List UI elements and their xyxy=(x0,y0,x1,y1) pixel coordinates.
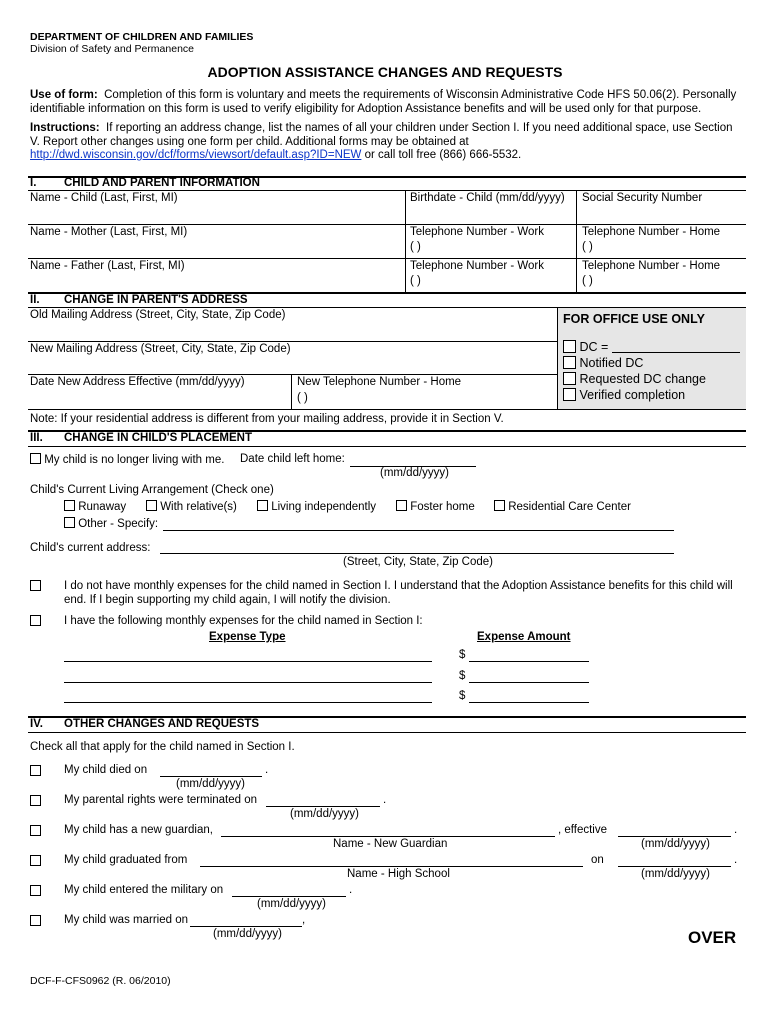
dc-input-line[interactable] xyxy=(612,352,740,353)
married-date-hint: (mm/dd/yyyy) xyxy=(213,928,282,940)
section-1-title: CHILD AND PARENT INFORMATION xyxy=(64,177,260,189)
father-work-phone-paren: ( ) xyxy=(410,275,421,287)
mother-home-phone-paren: ( ) xyxy=(582,241,593,253)
rights-terminated-checkbox[interactable] xyxy=(30,795,41,806)
new-guardian-checkbox[interactable] xyxy=(30,825,41,836)
notified-dc-label: Notified DC xyxy=(579,356,644,370)
runaway-label: Runaway xyxy=(78,501,127,513)
period: . xyxy=(349,884,353,896)
terminated-checkbox-wrap xyxy=(30,795,41,808)
foster-home-checkbox[interactable] xyxy=(396,500,407,511)
no-expenses-checkbox[interactable] xyxy=(30,580,41,591)
new-telephone-paren: ( ) xyxy=(297,392,308,404)
current-address-label: Child's current address: xyxy=(30,542,151,554)
form-title: ADOPTION ASSISTANCE CHANGES AND REQUESTS xyxy=(207,64,563,80)
graduation-date-line[interactable] xyxy=(618,866,731,867)
office-verified-row xyxy=(563,388,685,402)
field-divider xyxy=(405,190,406,224)
instructions-label: Instructions: xyxy=(30,122,100,134)
notified-dc-checkbox[interactable] xyxy=(563,356,576,369)
residential-care-label: Residential Care Center xyxy=(508,501,631,513)
date-left-hint: (mm/dd/yyyy) xyxy=(380,467,449,479)
address-effective-date-field[interactable]: Date New Address Effective (mm/dd/yyyy) xyxy=(30,376,245,388)
expense-amount-line-3[interactable] xyxy=(469,702,589,703)
section-divider xyxy=(28,446,746,447)
over-label: OVER xyxy=(688,928,737,947)
current-address-hint: (Street, City, State, Zip Code) xyxy=(343,556,493,568)
dc-checkbox[interactable] xyxy=(563,340,576,353)
relatives-option xyxy=(146,500,237,513)
no-longer-living-label: My child is no longer living with me. xyxy=(44,454,225,466)
current-address-input-line[interactable] xyxy=(160,553,674,554)
residential-care-checkbox[interactable] xyxy=(494,500,505,511)
no-longer-living-checkbox[interactable] xyxy=(30,453,41,464)
row-divider xyxy=(28,258,746,259)
terminated-date-line[interactable] xyxy=(266,806,380,807)
married-checkbox-wrap xyxy=(30,915,41,928)
section-3-title: CHANGE IN CHILD'S PLACEMENT xyxy=(64,432,253,444)
runaway-option xyxy=(64,500,126,513)
period: . xyxy=(265,764,269,776)
instructions-paragraph xyxy=(30,122,742,163)
married-date-line[interactable] xyxy=(190,926,302,927)
office-requested-row xyxy=(563,372,706,386)
verified-completion-checkbox[interactable] xyxy=(563,388,576,401)
runaway-checkbox[interactable] xyxy=(64,500,75,511)
independent-label: Living independently xyxy=(271,501,377,513)
old-address-field[interactable]: Old Mailing Address (Street, City, State, Zip Code) xyxy=(30,309,286,321)
requested-dc-checkbox[interactable] xyxy=(563,372,576,385)
row-divider xyxy=(28,374,558,375)
other-specify-input-line[interactable] xyxy=(163,530,674,531)
section-divider xyxy=(28,190,746,191)
period: . xyxy=(734,824,738,836)
division-name: Division of Safety and Permanence xyxy=(30,43,195,55)
no-expenses-text: I do not have monthly expenses for the child named in Section I. I understand that the Adoption Assistance benefits for this child will end. If I begin supporting my child again, I will notify the division. xyxy=(64,580,733,606)
office-dc-row xyxy=(563,340,608,354)
guardian-checkbox-wrap xyxy=(30,825,41,838)
department-name: DEPARTMENT OF CHILDREN AND FAMILIES xyxy=(30,31,254,43)
father-work-phone-field[interactable]: Telephone Number - Work xyxy=(410,260,545,272)
section-2-number: II. xyxy=(30,294,40,306)
row-divider xyxy=(28,224,746,225)
section-4-title: OTHER CHANGES AND REQUESTS xyxy=(64,718,260,730)
military-date-hint: (mm/dd/yyyy) xyxy=(257,898,326,910)
have-expenses-checkbox[interactable] xyxy=(30,615,41,626)
married-label: My child was married on xyxy=(64,914,188,926)
guardian-name-line[interactable] xyxy=(221,836,555,837)
check-all-instruction: Check all that apply for the child named in Section I. xyxy=(30,741,295,753)
date-left-label: Date child left home: xyxy=(240,453,345,465)
have-expenses-text: I have the following monthly expenses for the child named in Section I: xyxy=(64,615,423,627)
no-expenses-checkbox-wrap xyxy=(30,580,41,593)
child-name-field[interactable]: Name - Child (Last, First, MI) xyxy=(30,192,178,204)
expense-amount-header: Expense Amount xyxy=(477,631,571,643)
new-telephone-field[interactable]: New Telephone Number - Home xyxy=(297,376,462,388)
other-option xyxy=(64,517,158,530)
section-3-number: III. xyxy=(30,432,43,444)
forms-link[interactable]: http://dwd.wisconsin.gov/dcf/forms/viewsort/default.asp?ID=NEW xyxy=(30,149,362,161)
expense-type-header: Expense Type xyxy=(209,631,286,643)
guardian-effective-date-line[interactable] xyxy=(618,836,731,837)
expense-amount-line-2[interactable] xyxy=(469,682,589,683)
other-label: Other - Specify: xyxy=(78,518,159,530)
relatives-checkbox[interactable] xyxy=(146,500,157,511)
have-expenses-checkbox-wrap xyxy=(30,615,41,628)
guardian-name-hint: Name - New Guardian xyxy=(333,838,448,850)
form-number: DCF-F-CFS0962 (R. 06/2010) xyxy=(30,975,171,987)
living-arrangement-label: Child's Current Living Arrangement (Check one) xyxy=(30,484,274,496)
military-checkbox-wrap xyxy=(30,885,41,898)
military-date-line[interactable] xyxy=(232,896,346,897)
dollar-sign: $ xyxy=(459,690,466,702)
on-label: on xyxy=(591,854,604,866)
expense-type-line-3[interactable] xyxy=(64,702,432,703)
expense-type-line-1[interactable] xyxy=(64,661,432,662)
independent-option xyxy=(257,500,376,513)
expense-amount-line-1[interactable] xyxy=(469,661,589,662)
verified-completion-label: Verified completion xyxy=(579,388,686,402)
died-date-hint: (mm/dd/yyyy) xyxy=(176,778,245,790)
toll-free-text: or call toll free (866) 666-5532. xyxy=(364,149,522,161)
section-4-number: IV. xyxy=(30,718,44,730)
died-checkbox-wrap xyxy=(30,765,41,778)
foster-option xyxy=(396,500,475,513)
independent-checkbox[interactable] xyxy=(257,500,268,511)
mother-work-phone-paren: ( ) xyxy=(410,241,421,253)
relatives-label: With relative(s) xyxy=(160,501,237,513)
guardian-date-hint: (mm/dd/yyyy) xyxy=(641,838,710,850)
period: . xyxy=(383,794,387,806)
residential-address-note: Note: If your residential address is different from your mailing address, provide it in Section V. xyxy=(30,413,504,425)
terminated-date-hint: (mm/dd/yyyy) xyxy=(290,808,359,820)
mother-name-field[interactable]: Name - Mother (Last, First, MI) xyxy=(30,226,188,238)
new-guardian-label: My child has a new guardian, xyxy=(64,824,213,836)
residential-care-option xyxy=(494,500,631,513)
office-use-title: FOR OFFICE USE ONLY xyxy=(563,312,705,326)
child-died-checkbox[interactable] xyxy=(30,765,41,776)
dc-label: DC = xyxy=(579,340,609,354)
instructions-text: If reporting an address change, list the names of all your children under Section I. If you need additional space, use Section V. Report other changes using one form per child. Additional forms may be obtained at xyxy=(30,122,733,148)
father-name-field[interactable]: Name - Father (Last, First, MI) xyxy=(30,260,185,272)
graduated-label: My child graduated from xyxy=(64,854,188,866)
married-checkbox[interactable] xyxy=(30,915,41,926)
section-2-title: CHANGE IN PARENT'S ADDRESS xyxy=(64,294,248,306)
graduation-date-hint: (mm/dd/yyyy) xyxy=(641,868,710,880)
military-label: My child entered the military on xyxy=(64,884,224,896)
military-checkbox[interactable] xyxy=(30,885,41,896)
expense-type-line-2[interactable] xyxy=(64,682,432,683)
use-of-form-paragraph xyxy=(30,88,742,116)
rights-terminated-label: My parental rights were terminated on xyxy=(64,794,258,806)
dollar-sign: $ xyxy=(459,649,466,661)
mother-work-phone-field[interactable]: Telephone Number - Work xyxy=(410,226,545,238)
died-date-line[interactable] xyxy=(160,776,262,777)
effective-label: , effective xyxy=(558,824,608,836)
no-longer-living-row xyxy=(30,453,224,466)
mother-home-phone-field[interactable]: Telephone Number - Home xyxy=(582,226,721,238)
father-home-phone-field[interactable]: Telephone Number - Home xyxy=(582,260,721,272)
field-divider xyxy=(576,190,577,292)
graduated-checkbox-wrap xyxy=(30,855,41,868)
dollar-sign: $ xyxy=(459,670,466,682)
high-school-hint: Name - High School xyxy=(347,868,450,880)
row-divider xyxy=(28,341,558,342)
comma: , xyxy=(302,914,306,926)
row-divider xyxy=(28,409,746,410)
section-divider xyxy=(28,732,746,733)
high-school-name-line[interactable] xyxy=(200,866,583,867)
father-home-phone-paren: ( ) xyxy=(582,275,593,287)
graduated-checkbox[interactable] xyxy=(30,855,41,866)
other-checkbox[interactable] xyxy=(64,517,75,528)
new-address-field[interactable]: New Mailing Address (Street, City, State, Zip Code) xyxy=(30,343,291,355)
office-notified-row xyxy=(563,356,643,370)
use-text: Completion of this form is voluntary and meets the requirements of Wisconsin Administrative Code HFS 50.06(2). Personally identifiable information on this form is used to verify eligibility for Adoption Assistance benefits and will be used only for that purpose. xyxy=(30,89,737,115)
foster-home-label: Foster home xyxy=(410,501,475,513)
period: . xyxy=(734,854,738,866)
requested-dc-label: Requested DC change xyxy=(579,372,706,386)
section-divider xyxy=(28,307,558,308)
field-divider xyxy=(291,374,292,409)
child-died-label: My child died on xyxy=(64,764,148,776)
child-birthdate-field[interactable]: Birthdate - Child (mm/dd/yyyy) xyxy=(410,192,565,204)
section-1-number: I. xyxy=(30,177,37,189)
ssn-field[interactable]: Social Security Number xyxy=(582,192,703,204)
use-label: Use of form: xyxy=(30,89,98,101)
